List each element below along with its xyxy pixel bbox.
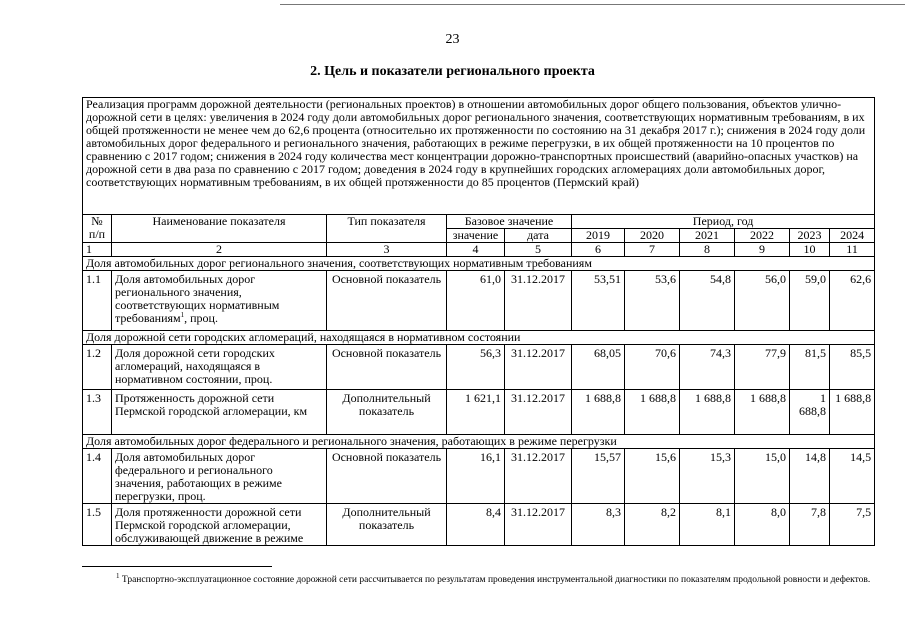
indicator-name-text: Протяженность дорожной сети Пермской городской агломерации, км [115,391,308,418]
base-value: 56,3 [447,345,505,390]
base-date: 31.12.2017 [505,390,572,435]
section-title: 2. Цель и показатели регионального проекта [310,64,595,79]
row-number: 1.1 [83,271,112,331]
top-rule [280,4,905,5]
group-title: Доля дорожной сети городских агломераций, находящаяся в нормативном состоянии [83,331,875,345]
group-row [83,435,875,449]
column-number: 10 [790,243,830,257]
indicator-name [112,271,327,331]
column-number: 5 [505,243,572,257]
period-value: 1 688,8 [625,390,680,435]
column-number: 7 [625,243,680,257]
header-type: Тип показателя [327,215,447,243]
period-value: 1 688,8 [830,390,875,435]
period-value: 77,9 [735,345,790,390]
footnote-marker: 1 [116,571,120,580]
column-number-row [83,243,875,257]
period-value: 59,0 [790,271,830,331]
footnote [82,573,872,587]
table-row [83,449,875,504]
indicator-type: Основной показатель [327,449,447,504]
period-value: 1 688,8 [790,390,830,435]
period-value: 7,5 [830,504,875,546]
period-value: 8,1 [680,504,735,546]
base-date: 31.12.2017 [505,449,572,504]
footnote-text: Транспортно-эксплуатационное состояние дорожной сети рассчитывается по результатам проведения инструментальной диагностики по показателям продольной ровности и дефектов. [121,575,871,585]
header-year: 2020 [625,229,680,243]
indicator-name [112,504,327,546]
indicator-name [112,390,327,435]
group-row [83,331,875,345]
header-year: 2021 [680,229,735,243]
period-value: 85,5 [830,345,875,390]
table-row [83,345,875,390]
indicator-name [112,449,327,504]
period-value: 70,6 [625,345,680,390]
base-value: 8,4 [447,504,505,546]
base-value: 16,1 [447,449,505,504]
indicator-type: Основной показатель [327,271,447,331]
table-row [83,504,875,546]
goal-row [83,98,875,215]
period-value: 15,0 [735,449,790,504]
base-date: 31.12.2017 [505,345,572,390]
column-number: 2 [112,243,327,257]
indicator-name-text: Доля автомобильных дорог федерального и регионального значения, работающих в режиме перегрузки, проц. [115,450,282,503]
column-number: 11 [830,243,875,257]
indicator-name [112,345,327,390]
base-value: 61,0 [447,271,505,331]
footnote-reference: 1 [180,311,185,319]
page-number: 23 [445,32,460,47]
indicators-table [82,97,875,546]
period-value: 1 688,8 [572,390,625,435]
row-number: 1.2 [83,345,112,390]
column-number: 8 [680,243,735,257]
header-period: Период, год [572,215,875,229]
indicator-unit: , проц. [184,311,218,325]
group-title: Доля автомобильных дорог федерального и регионального значения, работающих в режиме перегрузки [83,435,875,449]
header-base: Базовое значение [447,215,572,229]
header-name: Наименование показателя [112,215,327,243]
period-value: 14,8 [790,449,830,504]
period-value: 62,6 [830,271,875,331]
table-row [83,390,875,435]
period-value: 53,51 [572,271,625,331]
column-number: 9 [735,243,790,257]
period-value: 15,57 [572,449,625,504]
group-row [83,257,875,271]
period-value: 53,6 [625,271,680,331]
header-row-1 [83,215,875,229]
column-number: 4 [447,243,505,257]
period-value: 8,2 [625,504,680,546]
group-title: Доля автомобильных дорог регионального значения, соответствующих нормативным требованиям [83,257,875,271]
indicator-name-text: Доля протяженности дорожной сети Пермской городской агломерации, обслуживающей движение в режиме [115,505,304,545]
header-year: 2023 [790,229,830,243]
period-value: 56,0 [735,271,790,331]
indicator-type: Дополнительный показатель [327,390,447,435]
footnote-rule [82,566,272,567]
column-number: 6 [572,243,625,257]
period-value: 74,3 [680,345,735,390]
column-number: 3 [327,243,447,257]
row-number: 1.5 [83,504,112,546]
period-value: 68,05 [572,345,625,390]
goal-text: Реализация программ дорожной деятельности (региональных проектов) в отношении автомобильных дорог общего пользования, объектов улично-дорожной сети в целях: увеличения в 2024 году доли автомобильных дорог регионального значения, соответствующих нормативным требованиям, в их общей протяженности не менее чем до 62,6 процента (относительно их протяженности по состоянию на 31 декабря 2017 г.); снижения в 2024 году доли автомобильных дорог федерального и регионального значения, работающих в режиме перегрузки, в их общей протяженности на 10 процентов по сравнению с 2017 годом; снижения в 2024 году количества мест концентрации дорожно-транспортных происшествий (аварийно-опасных участков) на дорожной сети в два раза по сравнению с 2017 годом; доведения в 2024 году в крупнейших городских агломерациях доли автомобильных дорог, соответствующих нормативным требованиям, в их общей протяженности до 85 процентов (Пермский край) [83,98,875,215]
header-num: № п/п [83,215,112,243]
base-value: 1 621,1 [447,390,505,435]
header-year: 2022 [735,229,790,243]
period-value: 8,0 [735,504,790,546]
indicator-type: Основной показатель [327,345,447,390]
base-date: 31.12.2017 [505,504,572,546]
indicator-type: Дополнительный показатель [327,504,447,546]
period-value: 54,8 [680,271,735,331]
base-date: 31.12.2017 [505,271,572,331]
header-year: 2019 [572,229,625,243]
header-base-date: дата [505,229,572,243]
period-value: 8,3 [572,504,625,546]
period-value: 15,3 [680,449,735,504]
period-value: 15,6 [625,449,680,504]
period-value: 1 688,8 [735,390,790,435]
column-number: 1 [83,243,112,257]
period-value: 14,5 [830,449,875,504]
period-value: 7,8 [790,504,830,546]
header-base-value: значение [447,229,505,243]
indicator-name-text: Доля дорожной сети городских агломераций, находящаяся в нормативном состоянии, проц. [115,346,275,386]
period-value: 1 688,8 [680,390,735,435]
indicator-name-text: Доля автомобильных дорог регионального значения, соответствующих нормативным требованиям [115,272,280,325]
table-row [83,271,875,331]
row-number: 1.3 [83,390,112,435]
header-year: 2024 [830,229,875,243]
period-value: 81,5 [790,345,830,390]
indicators-table-body [83,98,875,546]
row-number: 1.4 [83,449,112,504]
